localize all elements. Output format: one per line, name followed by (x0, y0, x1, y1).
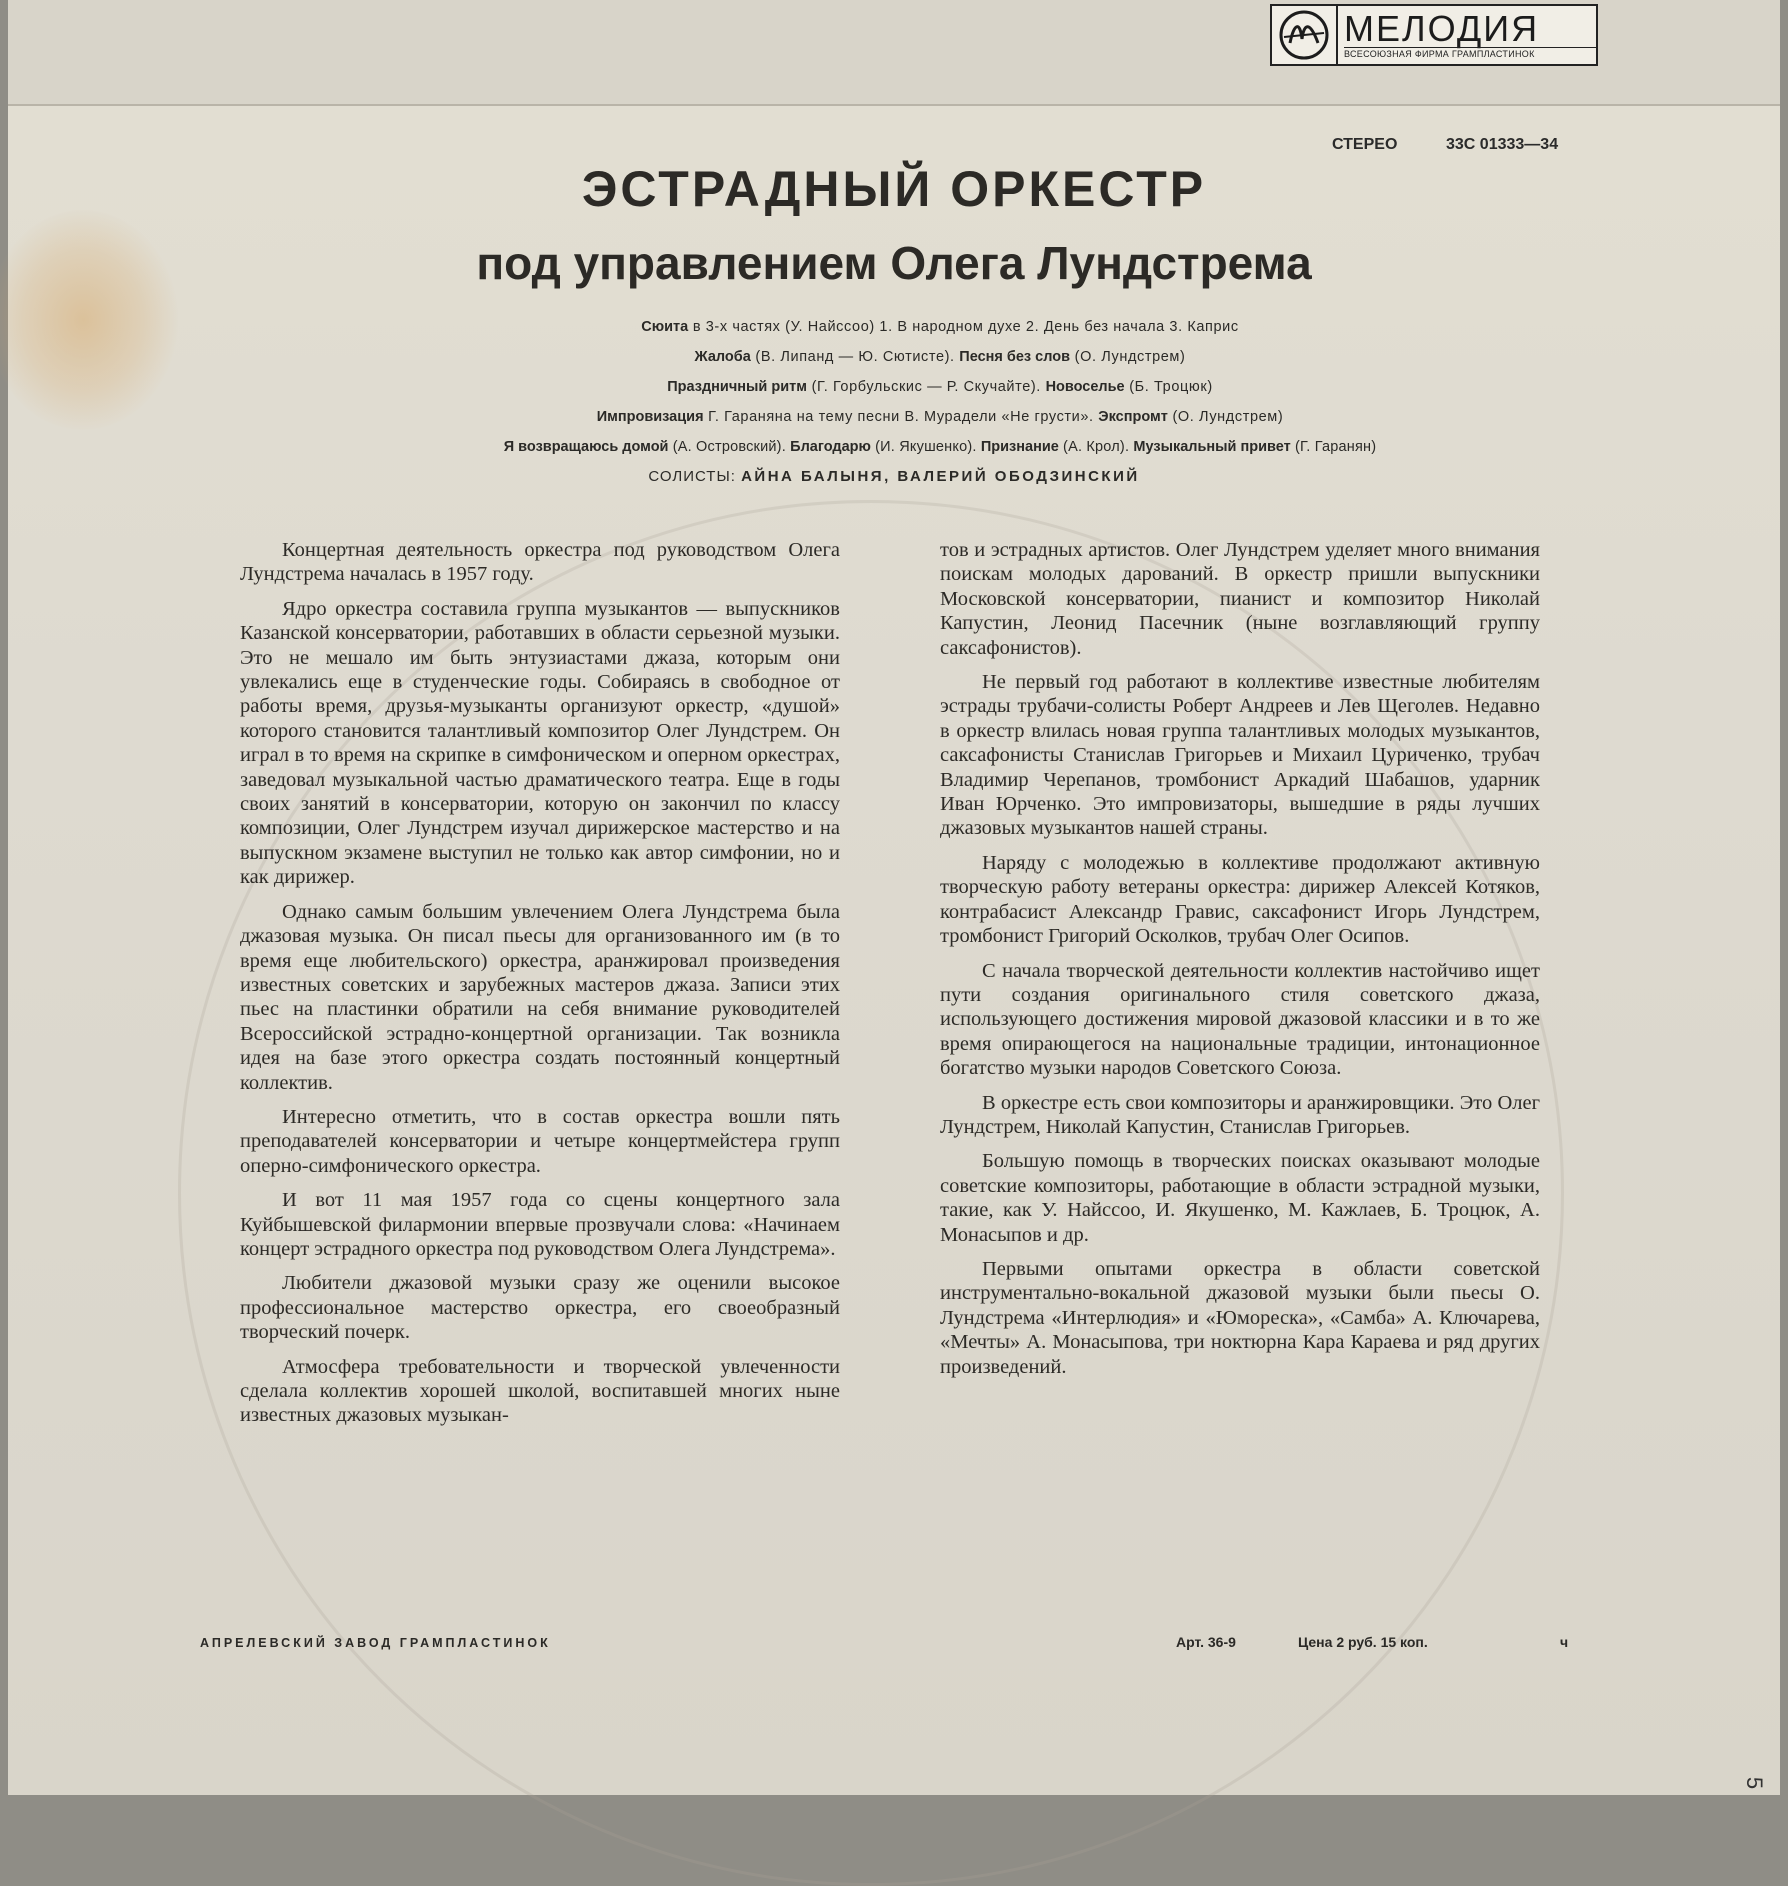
track-line: Праздничный ритм (Г. Горбульскис — Р. Скучайте). Новоселье (Б. Троцюк) (667, 379, 1213, 395)
liner-notes-left-column (240, 538, 840, 1438)
soloists-line (0, 468, 1788, 485)
logo-name: МЕЛОДИЯ (1344, 8, 1540, 49)
track-line: Я возвращаюсь домой (А. Островский). Благодарю (И. Якушенко). Признание (А. Крол). Музыкальный привет (Г. Гаранян) (503, 439, 1377, 455)
page-title: ЭСТРАДНЫЙ ОРКЕСТР (581, 161, 1207, 217)
paragraph: Любители джазовой музыки сразу же оценили высокое профессиональное мастерство оркестра, его своеобразный творческий почерк. (240, 1272, 840, 1344)
catalog-number: 33С 01333—34 (1446, 136, 1559, 153)
paragraph: Первыми опытами оркестра в области советской инструментально-вокальной джазовой музыки были пьесы О. Лундстрема «Интерлюдия» и «Юмореска», «Самба» А. Ключарева, «Мечты» А. Монасыпова, три ноктюрна Кара Караева и ряд других произведений. (940, 1257, 1540, 1378)
track-list (340, 312, 1540, 462)
paragraph: В оркестре есть свои композиторы и аранжировщики. Это Олег Лундстрем, Николай Капустин, Станислав Григорьев. (940, 1091, 1540, 1138)
logo-subtitle: ВСЕСОЮЗНАЯ ФИРМА ГРАМПЛАСТИНОК (1344, 47, 1596, 59)
melodiya-emblem-icon (1272, 6, 1338, 64)
soloists-label: СОЛИСТЫ: (648, 468, 742, 485)
paragraph: Концертная деятельность оркестра под руководством Олега Лундстрема началась в 1957 году. (240, 539, 840, 586)
paragraph: С начала творческой деятельности коллектив настойчиво ищет пути создания оригинального стиля советского джаза, использующего достижения мировой джазовой классики и в то же время опирающегося на национальные традиции, интонационное богатство музыки народов Советского Союза. (940, 959, 1540, 1080)
liner-notes-right-column (940, 538, 1540, 1389)
paragraph: И вот 11 мая 1957 года со сцены концертного зала Куйбышевской филармонии впервые прозвучали слова: «Начинаем концерт эстрадного оркестра под руководством Олега Лундстрема». (240, 1189, 840, 1260)
manufacturer-label: АПРЕЛЕВСКИЙ ЗАВОД ГРАМПЛАСТИНОК (200, 1636, 551, 1650)
page-subtitle: под управлением Олега Лундстрема (476, 237, 1312, 289)
melodiya-logo (1270, 4, 1598, 66)
paragraph: Большую помощь в творческих поисках оказывают молодые советские композиторы, работающие в области эстрадной музыки, такие, как У. Найссоо, И. Якушенко, М. Кажлаев, Б. Троцюк, А. Монасыпов и др. (940, 1150, 1540, 1246)
track-line: Импровизация Г. Гараняна на тему песни В. Мурадели «Не грусти». Экспромт (О. Лундстрем) (596, 409, 1284, 425)
paragraph: Однако самым большим увлечением Олега Лундстрема была джазовая музыка. Он писал пьесы для организованного им (в то время еще любительского) оркестра, аранжировал произведения известных советских и зарубежных мастеров джаза. Записи этих пьес на пластинки обратили на себя внимание руководителей Всероссийской эстрадно-концертной организации. Так возникла идея на базе этого оркестра создать постоянный концертный коллектив. (240, 900, 840, 1094)
track-line: Сюита в 3-х частях (У. Найссоо) 1. В народном духе 2. День без начала 3. Каприс (641, 319, 1239, 335)
paragraph: Ядро оркестра составила группа музыкантов — выпускников Казанской консерватории, работавших в области серьезной музыки. Это не мешало им быть энтузиастами джаза, которым они увлекались еще в студенческие годы. Собираясь в свободное от работы время, друзья-музыканты организуют оркестр, «душой» которого становится талантливый композитор Олег Лундстрем. Он играл в то время на скрипке в симфоническом и оперном оркестрах, заведовал музыкальной частью драматического театра. Еще в годы своих занятий в консерватории, которую он закончил по классу композиции, Олег Лундстрем изучал дирижерское мастерство и на выпускном экзамене выступил не только как автор симфонии, но и как дирижер. (240, 597, 840, 889)
print-mark: ч (1560, 1634, 1569, 1650)
paragraph-continued: тов и эстрадных артистов. Олег Лундстрем уделяет много внимания поискам молодых дарований. В оркестр пришли выпускники Московской консерватории, пианист и композитор Николай Капустин, Леонид Пасечник (ныне возглавляющий группу саксафонистов). (940, 539, 1540, 659)
paragraph: Наряду с молодежью в коллективе продолжают активную творческую работу ветераны оркестра: дирижер Алексей Котяков, контрабасист Александр Гравис, саксафонист Игорь Лундстрем, тромбонист Григорий Осколков, трубач Олег Осипов. (940, 851, 1540, 948)
paragraph: Интересно отметить, что в состав оркестра вошли пять преподавателей консерватории и четыре концертмейстера групп оперно-симфонического оркестра. (240, 1105, 840, 1177)
paragraph: Не первый год работают в коллективе известные любителям эстрады трубачи-солисты Роберт Андреев и Лев Щеголев. Недавно в оркестр влилась новая группа талантливых молодых музыкантов, саксафонисты Станислав Григорьев и Михаил Цуриченко, трубач Владимир Черепанов, тромбонист Аркадий Шабашов, ударник Иван Юрченко. Это импровизаторы, вышедшие в ряды лучших джазовых музыкантов нашей страны. (940, 671, 1540, 840)
price-label: Цена 2 руб. 15 коп. (1298, 1634, 1428, 1650)
track-line: Жалоба (В. Липанд — Ю. Сютисте). Песня без слов (О. Лундстрем) (694, 349, 1186, 365)
edge-number: 5 (1742, 1776, 1768, 1790)
stereo-label: СТЕРЕО (1332, 136, 1398, 153)
soloists-names: АЙНА БАЛЫНЯ, ВАЛЕРИЙ ОБОДЗИНСКИЙ (741, 468, 1140, 485)
article-number: Арт. 36-9 (1176, 1634, 1236, 1650)
paragraph: Атмосфера требовательности и творческой увлеченности сделала коллектив хорошей школой, воспитавшей многих ныне известных джазовых музыкан- (240, 1355, 840, 1427)
